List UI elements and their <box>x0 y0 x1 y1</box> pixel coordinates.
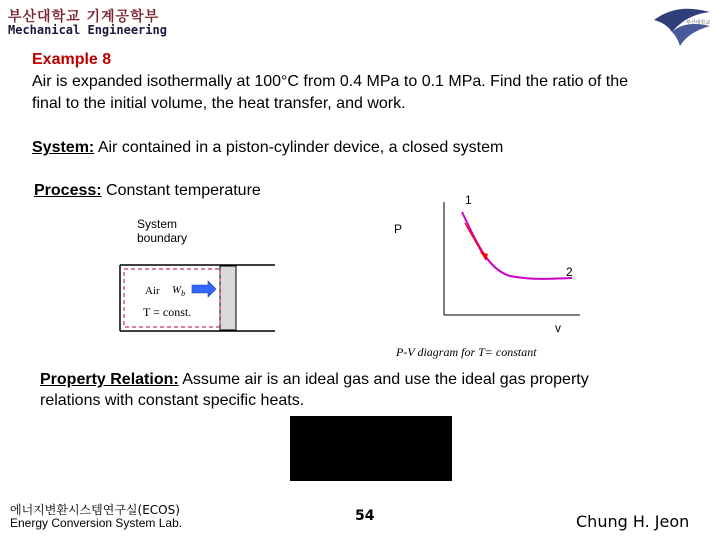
temperature-label: T = const. <box>143 305 192 319</box>
process-label: Process: <box>34 182 102 199</box>
state-2-label: 2 <box>566 265 573 279</box>
boundary-label-line-2: boundary <box>137 231 188 245</box>
property-label: Property Relation: <box>40 371 179 388</box>
property-text-1: Assume air is an ideal gas and use the ideal gas property <box>178 371 589 388</box>
lab-name-korean: 에너지변환시스템연구실(ECOS) <box>10 503 180 517</box>
university-name-korean: 부산대학교 기계공학부 <box>8 9 160 25</box>
system-boundary-label <box>137 217 187 245</box>
slide-title: Example 8 <box>32 51 112 68</box>
air-label: Air <box>145 285 160 297</box>
process-description <box>34 182 261 200</box>
work-subscript: b <box>181 289 186 299</box>
page-number: 54 <box>355 508 375 524</box>
svg-text:부산대학교: 부산대학교 <box>686 20 711 26</box>
problem-line-2: final to the initial volume, the heat transfer, and work. <box>32 95 406 112</box>
work-label <box>172 284 185 298</box>
author-name: Chung H. Jeon <box>576 512 690 531</box>
system-label: System: <box>32 139 95 156</box>
system-text: Air contained in a piston-cylinder device, a closed system <box>94 139 504 156</box>
boundary-label-line-1: System <box>137 217 178 231</box>
process-text: Constant temperature <box>101 182 261 199</box>
property-relation <box>40 369 700 411</box>
problem-statement <box>32 71 702 115</box>
pv-diagram-caption: P-V diagram for T= constant <box>396 345 537 359</box>
work-symbol: W <box>172 284 182 296</box>
problem-line-1: Air is expanded isothermally at 100°C from 0.4 MPa to 0.1 MPa. Find the ratio of the <box>32 73 629 90</box>
redacted-equation-box <box>290 416 452 481</box>
lab-name-english: Energy Conversion System Lab. <box>10 516 183 530</box>
p-axis-label: P <box>394 222 403 236</box>
property-line-1 <box>40 369 700 390</box>
system-description <box>32 139 503 157</box>
property-line-2: relations with constant specific heats. <box>40 392 305 409</box>
piston-cylinder-diagram <box>110 255 290 345</box>
state-1-label: 1 <box>465 193 472 207</box>
isotherm-curve <box>462 212 572 279</box>
piston <box>220 266 236 330</box>
department-name: Mechanical Engineering <box>8 23 167 37</box>
work-arrow-icon <box>192 281 216 297</box>
university-emblem-icon <box>650 2 718 52</box>
v-axis-label: v <box>555 321 561 335</box>
